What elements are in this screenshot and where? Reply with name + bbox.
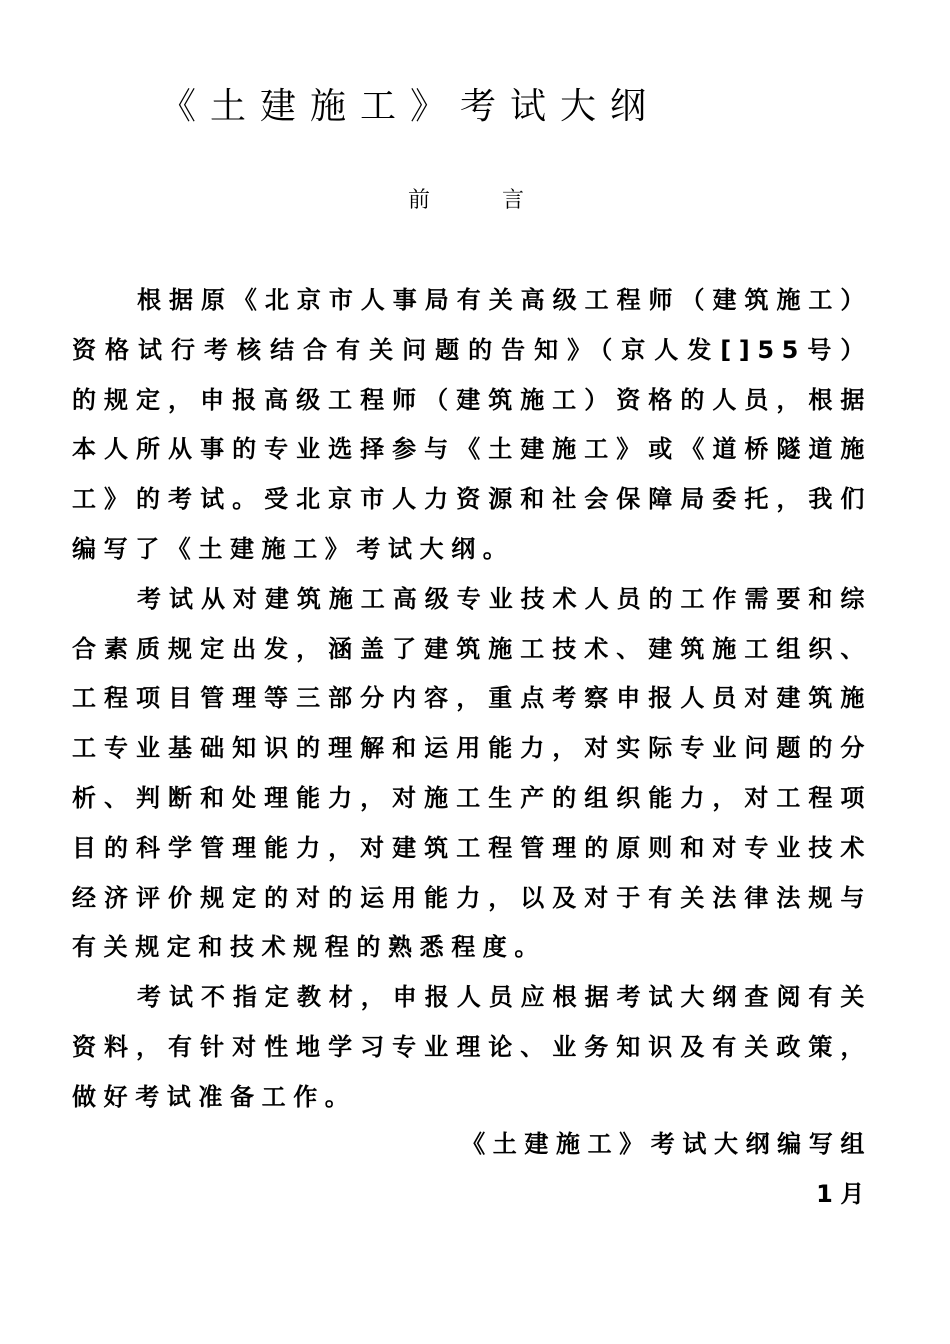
- paragraph-1: 根据原《北京市人事局有关高级工程师（建筑施工）资格试行考核结合有关问题的告知》（京人发[]55号）的规定，申报高级工程师（建筑施工）资格的人员，根据本人所从事的专业选择参与《土建施工》或《道桥隧道施工》的考试。受北京市人力资源和社会保障局委托，我们编写了《土建施工》考试大纲。: [72, 286, 872, 563]
- signature-date: 1月: [816, 1179, 872, 1208]
- document-title: 《土建施工》考试大纲: [160, 86, 661, 127]
- paragraph-3: 考试不指定教材，申报人员应根据考试大纲查阅有关资料，有针对性地学习专业理论、业务知识及有关政策，做好考试准备工作。: [72, 983, 872, 1111]
- signature-block: [461, 1120, 872, 1220]
- document-body: [72, 276, 872, 1123]
- preface-heading: 前言: [408, 188, 597, 213]
- signature-author: 《土建施工》考试大纲编写组: [461, 1130, 872, 1158]
- paragraph-2: 考试从对建筑施工高级专业技术人员的工作需要和综合素质规定出发，涵盖了建筑施工技术、建筑施工组织、工程项目管理等三部分内容，重点考察申报人员对建筑施工专业基础知识的理解和运用能力，对实际专业问题的分析、判断和处理能力，对施工生产的组织能力，对工程项目的科学管理能力，对建筑工程管理的原则和对专业技术经济评价规定的对的运用能力，以及对于有关法律法规与有关规定和技术规程的熟悉程度。: [72, 584, 872, 962]
